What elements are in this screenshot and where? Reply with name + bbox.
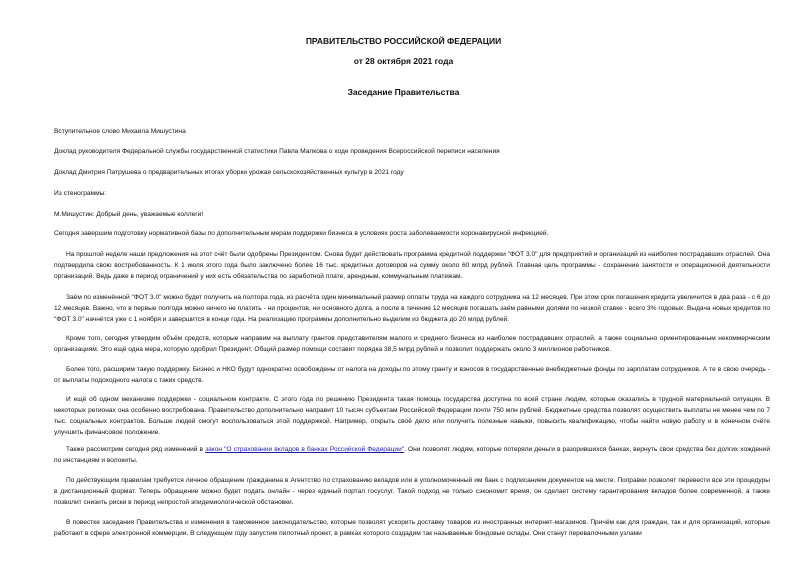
- agenda-item: Вступительное слово Михаила Мишустина: [54, 128, 186, 135]
- org-title: ПРАВИТЕЛЬСТВО РОССИЙСКОЙ ФЕДЕРАЦИИ: [305, 36, 502, 46]
- law-text-before: Также рассмотрим сегодня ряд изменений в: [66, 446, 206, 453]
- paragraph: Заём по изменённой "ФОТ 3.0" можно будет получить на полтора года, из расчёта один минимальный размер оплаты труда на каждого сотрудника на 12 месяцев. При этом срок погашения кредита увеличится в два раза - с 6 до 12 месяцев. Важно, что в первые полгода можно ничего не платить - ни процентов, ни основного долга, а после в течение 12 месяцев погашать заём равными долями по низкой ставке - всего 3% годовых. Выдача новых кредитов по "ФОТ 3.0" начнётся уже с 1 ноября и завершится в конце года. На реализацию программы дополнительно выделим из бюджета до 20 млрд рублей.: [54, 294, 770, 323]
- agenda-item: Доклад Дмитрия Патрушева о предварительных итогах уборки урожая сельскохозяйственных культур в 2021 году: [54, 169, 404, 176]
- greeting: М.Мишустин: Добрый день, уважаемые коллеги!: [54, 211, 204, 218]
- transcript-label: Из стенограммы:: [54, 190, 107, 197]
- law-link[interactable]: закон "О страховании вкладов в банках Российской Федерации": [205, 446, 405, 453]
- document-date: от 28 октября 2021 года: [353, 56, 454, 66]
- page-title: Заседание Правительства: [347, 87, 460, 97]
- law-paragraph: [54, 444, 770, 466]
- intro-paragraph: Сегодня завершим подготовку нормативной базы по дополнительным мерам поддержки бизнеса в условиях роста заболеваемости коронавирусной инфекцией.: [54, 230, 549, 237]
- paragraph: На прошлой неделе наши предложения на этот счёт были одобрены Президентом. Снова будет действовать программа кредитной поддержки "ФОТ 3.0" для предприятий и организаций из наиболее пострадавших отраслей. Она подтвердила свою востребованность. К 1 июля этого года было заключено более 16 тыс. кредитных договоров на сумму около 60 млрд рублей. Главная цель программы - сохранение занятости и операционной деятельности организаций. Ведь даже в период ограничений у них есть обязательства по заработной плате, арендным, коммунальным платежам.: [54, 251, 770, 280]
- agenda-item: Доклад руководителя Федеральной службы государственной статистики Павла Малкова о ходе проведения Всероссийской переписи населения: [54, 148, 500, 155]
- paragraph: Кроме того, сегодня утвердим объём средств, которые направим на выплату грантов представителям малого и среднего бизнеса из наиболее пострадавших отраслей, а также социально ориентированным некоммерческим организациям. Это ещё одна мера, которую одобрил Президент. Общий размер помощи составит порядка 38,5 млрд рублей и позволит поддержать около 3 миллионов работников.: [54, 335, 770, 353]
- law-text-after: . Они позволят людям, которые потеряли деньги в разорившихся банках, вернуть свои средства без долгих хождений по инстанциям и волокиты.: [54, 446, 770, 464]
- paragraph: В повестке заседания Правительства и изменения в таможенное законодательство, которые позволят ускорить доставку товаров из иностранных интернет-магазинов. Причём как для граждан, так и для организаций, которые работают в сфере электронной коммерции. В следующем году запустим пилотный проект, в рамках которого создадим так называемые бондовые склады. Они станут перевалочными узлами: [54, 519, 770, 537]
- paragraph: Более того, расширим такую поддержку. Бизнес и НКО будут однократно освобождены от налога на доходы по этому гранту и взносов в государственные внебюджетные фонды по зарплатам сотрудников. А те в свою очередь - от выплаты подоходного налога с таких средств.: [54, 366, 770, 384]
- paragraph: По действующим правилам требуется личное обращение гражданина в Агентство по страхованию вкладов или в уполномоченный им банк с подписанием документов на месте. Поправки позволят перевести все эти процедуры в дистанционный формат. Теперь обращение можно будет подать онлайн - через единый портал госуслуг. Такой подход не только сэкономит время, он сделает систему гарантирования вкладов более современной, а также позволит снизить риски в период непростой эпидемиологической обстановки.: [54, 477, 770, 506]
- paragraph: И ещё об одном механизме поддержки - социальном контракте. С этого года по решению Президента такая помощь государства доступна по всей стране людям, которые оказались в трудной материальной ситуации. В некоторых регионах она особенно востребована. Правительство дополнительно направит 10 тысяч субъектам Российской Федерации почти 750 млн рублей. Бюджетные средства позволят осуществить выплаты не менее чем по 7 тыс. социальных контрактов. Больше людей смогут воспользоваться этой поддержкой. Например, открыть своё дело или получить полезные навыки, повысить квалификацию, чтобы найти новую работу и в конечном счёте улучшить финансовое положение.: [54, 396, 770, 436]
